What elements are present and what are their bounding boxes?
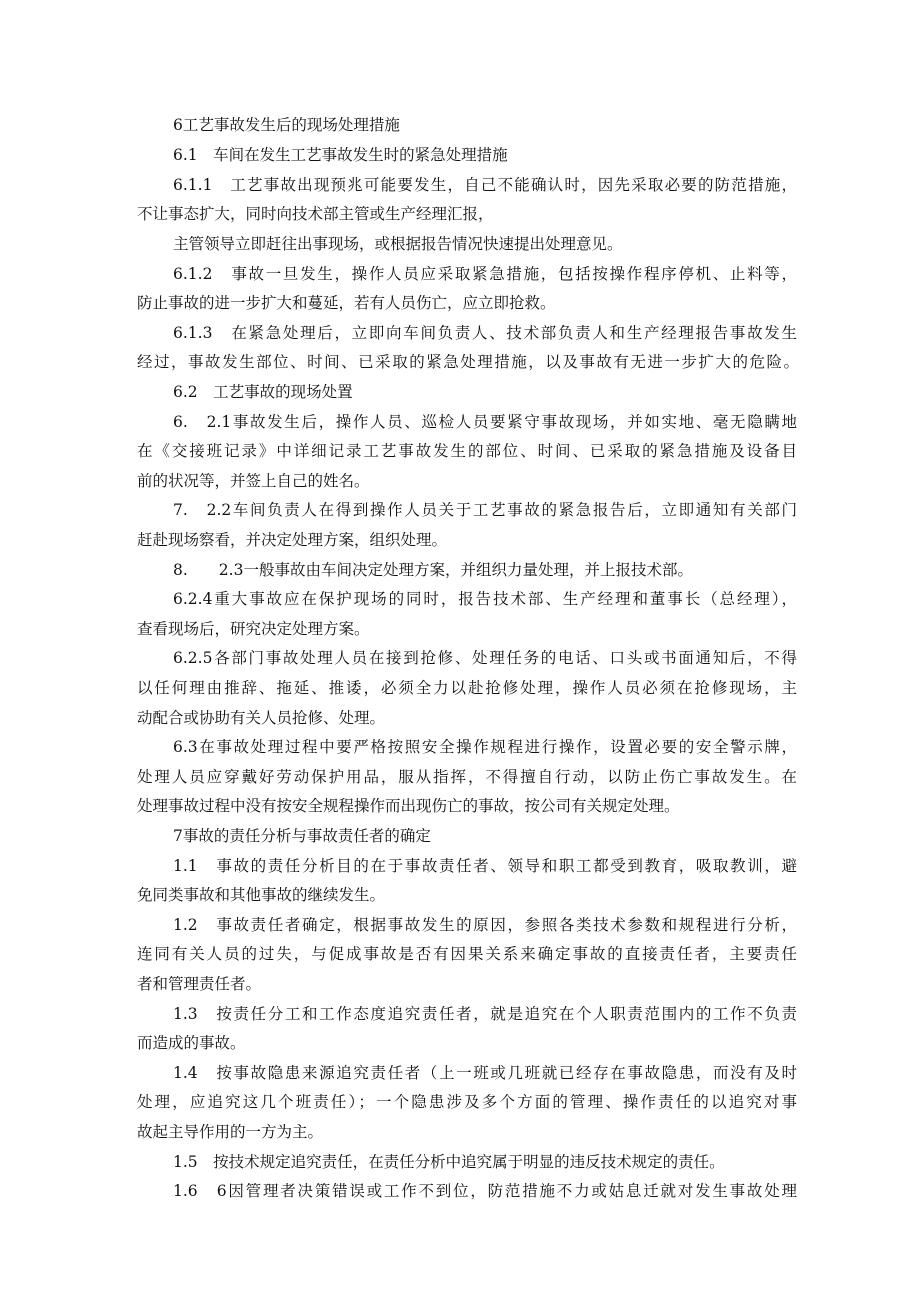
paragraph-line: 经过，事故发生部位、时间、已采取的紧急处理措施，以及事故有无进一步扩大的危险。 xyxy=(137,353,799,371)
paragraph-line: 者和管理责任者。 xyxy=(137,975,262,993)
paragraph-line: 故起主导作用的一方为主。 xyxy=(137,1123,324,1141)
paragraph-line: 连同有关人员的过失，与促成事故是否有因果关系来确定事故的直接责任者，主要责任 xyxy=(137,945,797,963)
paragraph-line: 前的状况等，并签上自己的姓名。 xyxy=(137,472,370,490)
paragraph-line: 而造成的事故。 xyxy=(137,1034,246,1052)
section-heading-6: 6工艺事故发生后的现场处理措施 xyxy=(173,116,400,134)
paragraph-line: 6. 2.1事故发生后，操作人员、巡检人员要紧守事故现场，并如实地、毫无隐瞒地 xyxy=(173,413,797,431)
paragraph-line: 不让事态扩大，同时向技术部主管或生产经理汇报， xyxy=(137,205,494,223)
paragraph-line: 主管领导立即赶往出事现场，或根据报告情况快速提出处理意见。 xyxy=(173,235,623,253)
section-heading-7: 7事故的责任分析与事故责任者的确定 xyxy=(173,827,431,845)
paragraph-line: 处理事故过程中没有按安全规程操作而出现伤亡的事故，按公司有关规定处理。 xyxy=(137,797,680,815)
paragraph-line: 1.4 按事故隐患来源追究责任者（上一班或几班就已经存在事故隐患，而没有及时 xyxy=(173,1064,797,1082)
paragraph-line: 处理，应追究这几个班责任）；一个隐患涉及多个方面的管理、操作责任的以追究对事 xyxy=(137,1093,797,1111)
paragraph-line: 6.1.3 在紧急处理后，立即向车间负责人、技术部负责人和生产经理报告事故发生 xyxy=(173,324,797,342)
paragraph-line: 处理人员应穿戴好劳动保护用品，服从指挥，不得擅自行动，以防止伤亡事故发生。在 xyxy=(137,768,797,786)
paragraph-line: 在《交接班记录》中详细记录工艺事故发生的部位、时间、已采取的紧急措施及设备目 xyxy=(137,442,797,460)
subsection-heading-6-2: 6.2 工艺事故的现场处置 xyxy=(173,383,353,401)
paragraph-line: 1.6 6因管理者决策错误或工作不到位，防范措施不力或姑息迁就对发生事故处理 xyxy=(173,1182,797,1200)
paragraph-line: 7. 2.2车间负责人在得到操作人员关于工艺事故的紧急报告后，立即通知有关部门 xyxy=(173,501,797,519)
paragraph-line: 1.1 事故的责任分析目的在于事故责任者、领导和职工都受到教育，吸取教训，避 xyxy=(173,857,797,875)
paragraph-line: 动配合或协助有关人员抢修、处理。 xyxy=(137,709,386,727)
paragraph-line: 查看现场后，研究决定处理方案。 xyxy=(137,620,370,638)
paragraph-line: 1.5 按技术规定追究责任，在责任分析中追究属于明显的违反技术规定的责任。 xyxy=(173,1153,725,1171)
paragraph-line: 8. 2.3一般事故由车间决定处理方案，并组织力量处理，并上报技术部。 xyxy=(173,561,693,579)
paragraph-line: 6.1.2 事故一旦发生，操作人员应采取紧急措施，包括按操作程序停机、止料等， xyxy=(173,265,797,283)
paragraph-line: 赶赴现场察看，并决定处理方案，组织处理。 xyxy=(137,531,448,549)
paragraph-line: 6.3在事故处理过程中要严格按照安全操作规程进行操作，设置必要的安全警示牌， xyxy=(173,738,797,756)
paragraph-line: 1.2 事故责任者确定，根据事故发生的原因，参照各类技术参数和规程进行分析， xyxy=(173,916,797,934)
subsection-heading-6-1: 6.1 车间在发生工艺事故发生时的紧急处理措施 xyxy=(173,146,508,164)
paragraph-line: 6.2.4重大事故应在保护现场的同时，报告技术部、生产经理和董事长（总经理）， xyxy=(173,590,797,608)
paragraph-line: 以任何理由推辞、拖延、推诿，必须全力以赴抢修处理，操作人员必须在抢修现场，主 xyxy=(137,679,797,697)
paragraph-line: 免同类事故和其他事故的继续发生。 xyxy=(137,886,386,904)
paragraph-line: 1.3 按责任分工和工作态度追究责任者，就是追究在个人职责范围内的工作不负责 xyxy=(173,1005,797,1023)
paragraph-line: 6.2.5各部门事故处理人员在接到抢修、处理任务的电话、口头或书面通知后，不得 xyxy=(173,649,797,667)
paragraph-line: 6.1.1 工艺事故出现预兆可能要发生，自己不能确认时，因先采取必要的防范措施， xyxy=(173,176,797,194)
paragraph-line: 防止事故的进一步扩大和蔓延，若有人员伤亡，应立即抢救。 xyxy=(137,294,556,312)
